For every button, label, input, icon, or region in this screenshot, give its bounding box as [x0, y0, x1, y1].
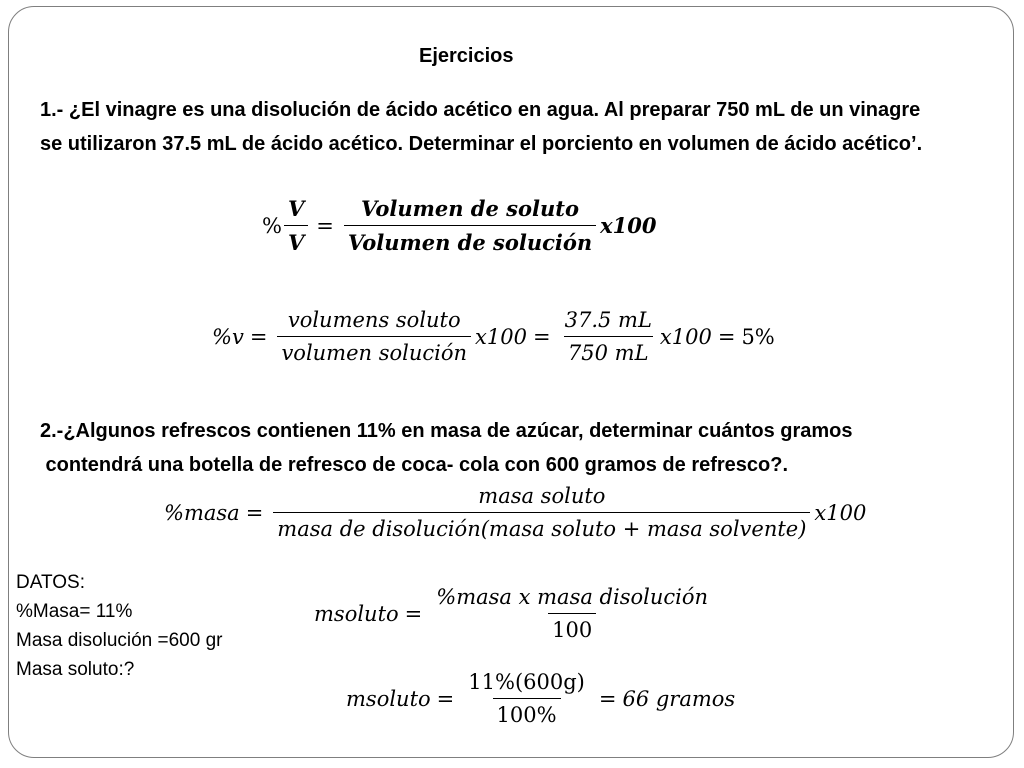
formula-volume-percent-calculation: [212, 308, 775, 365]
fraction-denominator: volumen solución: [277, 336, 471, 365]
exercise-1-line-1: 1.- ¿El vinagre es una disolución de ácido acético en agua. Al preparar 750 mL de un vinagre: [40, 99, 921, 121]
equals-sign: =: [436, 686, 455, 711]
datos-header: DATOS:: [16, 572, 85, 593]
datos-masa-percent: %Masa= 11%: [16, 601, 133, 622]
v-numerator: V: [287, 196, 305, 221]
v-over-v-fraction: [284, 196, 308, 255]
msoluto-numeric-fraction: [464, 670, 589, 727]
fraction-numerator: %masa x masa disolución: [436, 585, 709, 609]
datos-block: [16, 568, 223, 684]
datos-masa-disolucion: Masa disolución =600 gr: [16, 630, 223, 651]
formula-volume-percent-definition: [262, 196, 656, 255]
mass-fraction: [273, 484, 810, 541]
volume-fraction: [344, 196, 596, 255]
numeric-fraction: [561, 308, 656, 365]
exercise-2: [40, 414, 853, 482]
lhs-msoluto: msoluto: [346, 686, 431, 711]
equals-sign: =: [532, 324, 551, 349]
formula-msoluto-calculation: [346, 670, 735, 727]
exercise-1-line-2: se utilizaron 37.5 mL de ácido acético. Determinar el porciento en volumen de ácido acético’.: [40, 133, 923, 155]
fraction-numerator: masa soluto: [478, 484, 606, 508]
lhs-percent-masa: %masa: [164, 500, 240, 525]
result-value: 5%: [741, 324, 775, 349]
datos-masa-soluto: Masa soluto:?: [16, 659, 135, 680]
fraction-numerator: 11%(600g): [468, 670, 585, 694]
fraction-numerator: 37.5 mL: [564, 308, 652, 332]
times-100: x100: [475, 324, 527, 349]
equals-sign: =: [316, 213, 334, 238]
equals-sign: =: [249, 324, 268, 349]
fraction-denominator: 100%: [493, 698, 561, 727]
equals-sign: =: [717, 324, 736, 349]
times-100: x100: [659, 324, 712, 349]
fraction-numerator: Volumen de soluto: [361, 196, 579, 221]
slide-title: Ejercicios: [419, 45, 514, 67]
formula-mass-percent-definition: [164, 484, 866, 541]
formula-msoluto-definition: [314, 585, 716, 642]
fraction-numerator: volumens soluto: [287, 308, 461, 332]
percent-sign: %: [262, 213, 282, 238]
times-100: x100: [600, 213, 657, 238]
exercise-2-line-2: contendrá una botella de refresco de coca- cola con 600 gramos de refresco?.: [40, 454, 789, 476]
result-value: 66 gramos: [622, 686, 736, 711]
exercise-1: [40, 93, 922, 161]
times-100: x100: [814, 500, 867, 525]
lhs-percent-v: %v: [212, 324, 244, 349]
fraction-denominator: Volumen de solución: [344, 225, 596, 255]
equals-sign: =: [598, 686, 617, 711]
fraction-denominator: 750 mL: [564, 336, 653, 365]
equals-sign: =: [404, 601, 423, 626]
symbolic-fraction: [277, 308, 471, 365]
equals-sign: =: [245, 500, 264, 525]
msoluto-fraction: [432, 585, 712, 642]
v-denominator: V: [284, 225, 308, 255]
exercise-2-line-1: 2.-¿Algunos refrescos contienen 11% en masa de azúcar, determinar cuántos gramos: [40, 420, 853, 442]
fraction-denominator: 100: [548, 613, 596, 642]
lhs-msoluto: msoluto: [314, 601, 399, 626]
fraction-denominator: masa de disolución(masa soluto + masa solvente): [273, 512, 810, 541]
